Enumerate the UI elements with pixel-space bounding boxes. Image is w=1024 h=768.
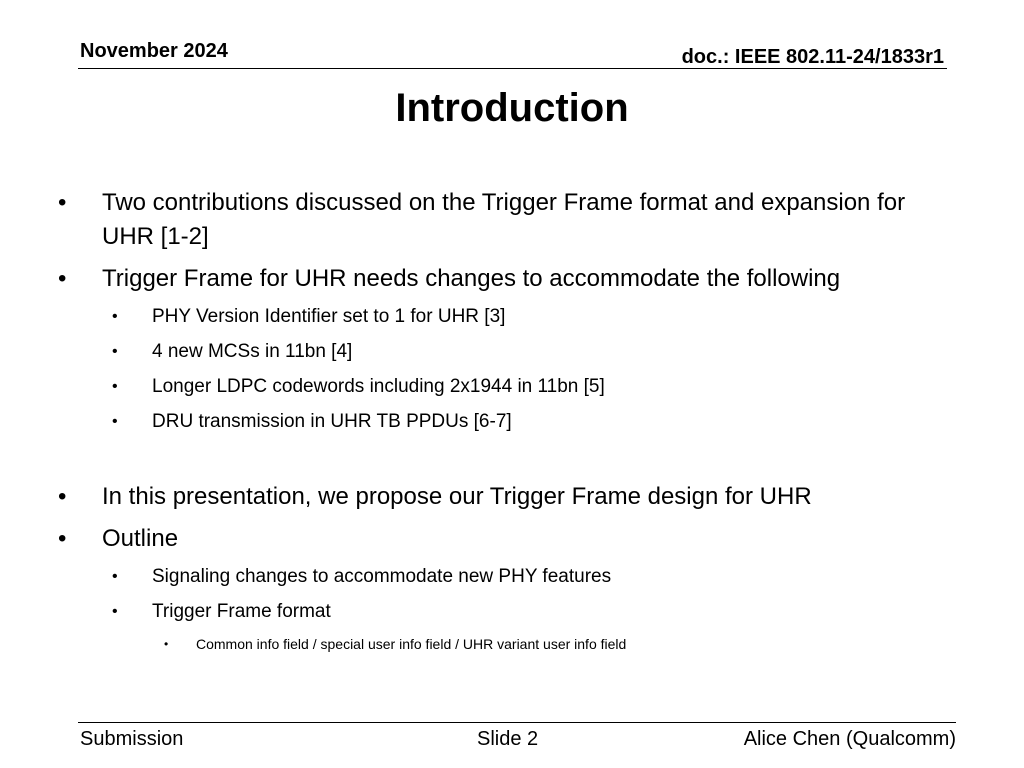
sub-bullet-item (104, 599, 956, 625)
bullet-icon: • (112, 413, 118, 430)
sub-bullet-item (104, 564, 956, 590)
sub-bullet-item (104, 409, 956, 435)
bullet-item (56, 522, 956, 556)
slide-title: Introduction (395, 86, 629, 130)
bullet-icon: • (58, 265, 67, 292)
bullet-text: Two contributions discussed on the Trigger Frame format and expansion for UHR [1-2] (102, 189, 906, 250)
bullet-text: Trigger Frame format (152, 601, 331, 622)
bullet-item (56, 262, 956, 296)
bullet-item (56, 186, 956, 254)
slide-content (56, 186, 956, 660)
bullet-icon: • (112, 308, 118, 325)
bullet-text: Outline (102, 525, 179, 552)
bullet-text: Common info field / special user info field / UHR variant user info field (196, 636, 627, 652)
bullet-icon: • (112, 343, 118, 360)
bullet-text: PHY Version Identifier set to 1 for UHR [3] (152, 306, 506, 327)
footer-submission: Submission (80, 728, 184, 750)
bullet-text: DRU transmission in UHR TB PPDUs [6-7] (152, 411, 512, 432)
footer-author: Alice Chen (Qualcomm) (743, 728, 956, 750)
bullet-icon: • (112, 603, 118, 620)
bullet-icon: • (164, 637, 169, 651)
bullet-text: In this presentation, we propose our Trigger Frame design for UHR (102, 483, 812, 510)
sub-bullet-item (104, 304, 956, 330)
bullet-icon: • (58, 189, 67, 216)
bullet-item (56, 480, 956, 514)
bullet-text: Signaling changes to accommodate new PHY features (152, 566, 612, 587)
header-doc-id: doc.: IEEE 802.11-24/1833r1 (681, 46, 944, 68)
bullet-icon: • (112, 378, 118, 395)
header-divider (78, 68, 947, 69)
bullet-icon: • (58, 525, 67, 552)
sub-bullet-item (104, 339, 956, 365)
sub-sub-bullet-item (152, 634, 956, 654)
spacer (56, 444, 956, 480)
bullet-text: 4 new MCSs in 11bn [4] (152, 341, 353, 362)
header-date: November 2024 (80, 40, 228, 62)
bullet-icon: • (112, 568, 118, 585)
sub-bullet-item (104, 374, 956, 400)
bullet-text: Longer LDPC codewords including 2x1944 in 11bn [5] (152, 376, 605, 397)
bullet-icon: • (58, 483, 67, 510)
footer-slide-number: Slide 2 (477, 728, 539, 750)
bullet-text: Trigger Frame for UHR needs changes to accommodate the following (102, 265, 841, 292)
footer-divider (78, 722, 956, 723)
